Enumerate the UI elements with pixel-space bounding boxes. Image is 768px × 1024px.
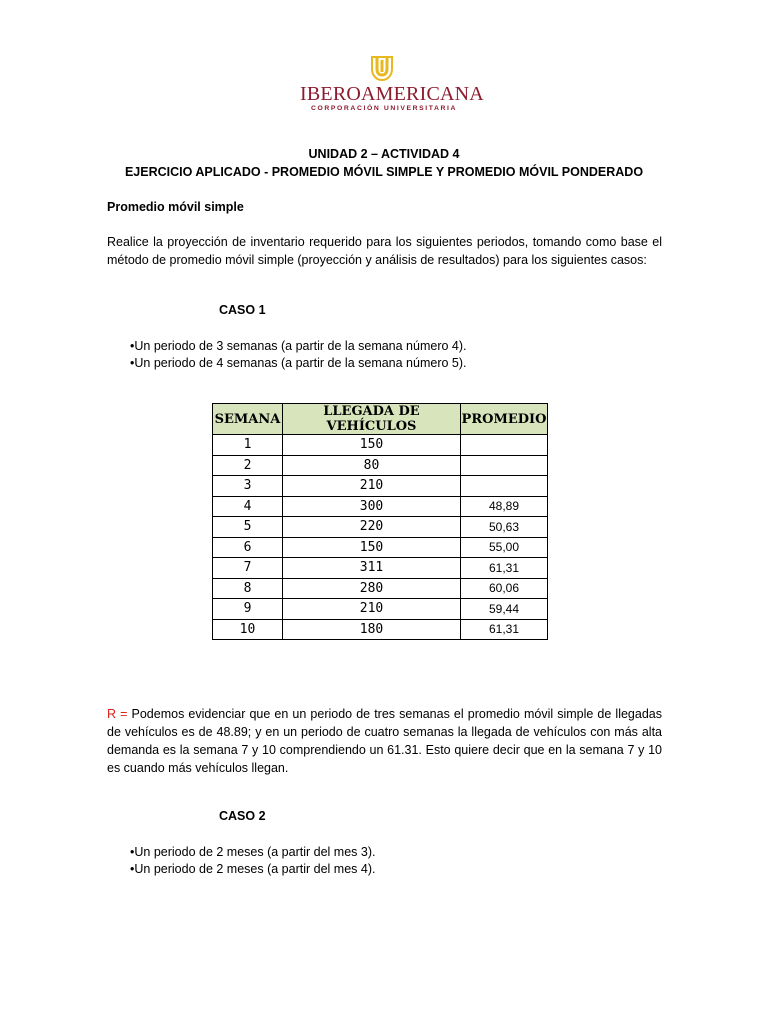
case-2-bullet: •Un periodo de 2 meses (a partir del mes 4).: [130, 862, 376, 876]
table-row: [213, 578, 548, 599]
table-row: [213, 455, 548, 476]
cell-average: 59,44: [461, 599, 548, 620]
answer-paragraph: [107, 705, 662, 777]
case-1-bullet: •Un periodo de 3 semanas (a partir de la semana número 4).: [130, 339, 467, 353]
cell-arrivals: 80: [283, 455, 461, 476]
table-row: [213, 619, 548, 640]
table-row: [213, 435, 548, 456]
cell-week: 8: [213, 578, 283, 599]
table-row: [213, 476, 548, 497]
cell-average: 48,89: [461, 496, 548, 517]
cell-week: 2: [213, 455, 283, 476]
section-title: Promedio móvil simple: [107, 200, 244, 214]
table-row: [213, 558, 548, 579]
cell-average: [461, 455, 548, 476]
table-row: [213, 496, 548, 517]
case-1-bullet: •Un periodo de 4 semanas (a partir de la semana número 5).: [130, 356, 467, 370]
table-row: [213, 517, 548, 538]
answer-label: R =: [107, 707, 128, 721]
cell-week: 9: [213, 599, 283, 620]
cell-average: 55,00: [461, 537, 548, 558]
document-title-line-1: UNIDAD 2 – ACTIVIDAD 4: [308, 147, 460, 161]
header-semana: SEMANA: [213, 404, 283, 435]
cell-arrivals: 210: [283, 599, 461, 620]
intro-paragraph: Realice la proyección de inventario requerido para los siguientes periodos, tomando como base el método de promedio móvil simple (proyección y análisis de resultados) para los siguientes casos:: [107, 235, 662, 267]
cell-average: [461, 435, 548, 456]
cell-arrivals: 210: [283, 476, 461, 497]
logo-wordmark: IBEROAMERICANA: [300, 83, 484, 105]
cell-arrivals: 220: [283, 517, 461, 538]
cell-week: 10: [213, 619, 283, 640]
cell-week: 4: [213, 496, 283, 517]
vehicle-arrivals-table: [212, 403, 548, 640]
cell-average: 61,31: [461, 619, 548, 640]
cell-average: [461, 476, 548, 497]
table-row: [213, 537, 548, 558]
cell-arrivals: 150: [283, 537, 461, 558]
university-emblem-icon: [370, 56, 394, 82]
header-llegada: LLEGADA DE VEHÍCULOS: [283, 404, 461, 435]
answer-text: Podemos evidenciar que en un periodo de tres semanas el promedio móvil simple de llegadas de vehículos es de 48.89; y en un periodo de cuatro semanas la llegada de vehículos con más alta demanda es la semana 7 y 10 comprendiendo un 61.31. Esto quiere decir que en la semana 7 y 10 es cuando más vehículos llegan.: [107, 707, 662, 775]
cell-arrivals: 311: [283, 558, 461, 579]
case-1-title: CASO 1: [219, 303, 266, 317]
case-2-bullet: •Un periodo de 2 meses (a partir del mes 3).: [130, 845, 376, 859]
document-title-line-2: EJERCICIO APLICADO - PROMEDIO MÓVIL SIMPLE Y PROMEDIO MÓVIL PONDERADO: [124, 165, 644, 179]
cell-week: 5: [213, 517, 283, 538]
cell-week: 7: [213, 558, 283, 579]
cell-arrivals: 280: [283, 578, 461, 599]
cell-arrivals: 150: [283, 435, 461, 456]
header-promedio: PROMEDIO: [461, 404, 548, 435]
cell-arrivals: 300: [283, 496, 461, 517]
cell-week: 3: [213, 476, 283, 497]
logo-subtitle: CORPORACIÓN UNIVERSITARIA: [311, 105, 457, 112]
table-header-row: [213, 404, 548, 435]
cell-average: 50,63: [461, 517, 548, 538]
cell-arrivals: 180: [283, 619, 461, 640]
cell-week: 6: [213, 537, 283, 558]
cell-average: 61,31: [461, 558, 548, 579]
cell-average: 60,06: [461, 578, 548, 599]
logo: [300, 56, 484, 114]
case-2-title: CASO 2: [219, 809, 266, 823]
cell-week: 1: [213, 435, 283, 456]
table-row: [213, 599, 548, 620]
